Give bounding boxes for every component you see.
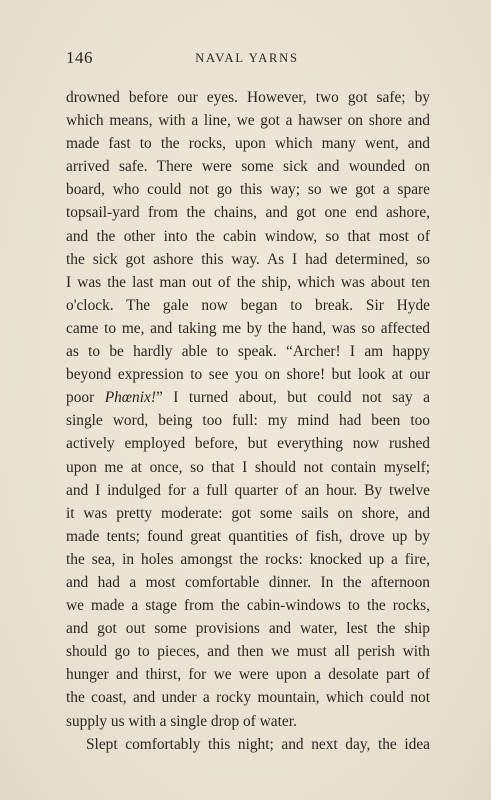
- text-line: came to me, and taking me by the hand, was so affected: [66, 319, 430, 337]
- text-line: as to be hardly able to speak. “Archer! I am happy: [66, 343, 430, 361]
- text-line: arrived safe. There were some sick and wounded on: [66, 158, 430, 176]
- body-text: [66, 86, 430, 756]
- text-line: it was pretty moderate: got some sails on shore, and: [66, 504, 430, 522]
- text-line: we made a stage from the cabin-windows to the rocks,: [66, 597, 430, 615]
- text-fragment: ” I turned about, but could not say a: [155, 389, 430, 407]
- text-line: should go to pieces, and then we must all perish with: [66, 643, 430, 661]
- text-line: which means, with a line, we got a hawser on shore and: [66, 112, 430, 130]
- text-line: the sick got ashore this way. As I had determined, so: [66, 250, 430, 268]
- text-line: I was the last man out of the ship, which was about ten: [66, 273, 430, 291]
- paragraph-last-line: supply us with a single drop of water.: [66, 712, 297, 730]
- paragraph-first-line: Slept comfortably this night; and next day, the idea: [86, 735, 430, 753]
- text-line: and I indulged for a full quarter of an hour. By twelve: [66, 481, 430, 499]
- text-line: o'clock. The gale now began to break. Sir Hyde: [66, 296, 430, 314]
- text-line: the coast, and under a rocky mountain, which could not: [66, 689, 430, 707]
- text-line: and had a most comfortable dinner. In the afternoon: [66, 573, 430, 591]
- text-line-with-italic: [66, 386, 430, 409]
- text-line: and got out some provisions and water, lest the ship: [66, 620, 430, 638]
- text-line: actively employed before, but everything now rushed: [66, 435, 430, 453]
- text-line: topsail-yard from the chains, and got one end ashore,: [66, 204, 430, 222]
- running-title: NAVAL YARNS: [195, 51, 299, 65]
- text-line: beyond expression to see you on shore! but look at our: [66, 366, 430, 384]
- text-line: the sea, in holes amongst the rocks: knocked up a fire,: [66, 550, 430, 568]
- text-line: single word, being too full: my mind had been too: [66, 412, 430, 430]
- ship-name-italic: Phœnix!: [104, 389, 156, 407]
- page-header: [66, 48, 428, 70]
- text-line: drowned before our eyes. However, two got safe; by: [66, 89, 430, 106]
- text-line: board, who could not go this way; so we got a spare: [66, 181, 430, 199]
- text-line: upon me at once, so that I should not contain myself;: [66, 458, 430, 476]
- text-line: made fast to the rocks, upon which many went, and: [66, 135, 430, 153]
- text-line: hunger and thirst, for we were upon a desolate part of: [66, 666, 430, 684]
- text-fragment: poor: [66, 389, 105, 407]
- text-line: and the other into the cabin window, so that most of: [66, 227, 430, 245]
- page-number: 146: [66, 48, 93, 67]
- text-line: made tents; found great quantities of fish, drove up by: [66, 527, 430, 545]
